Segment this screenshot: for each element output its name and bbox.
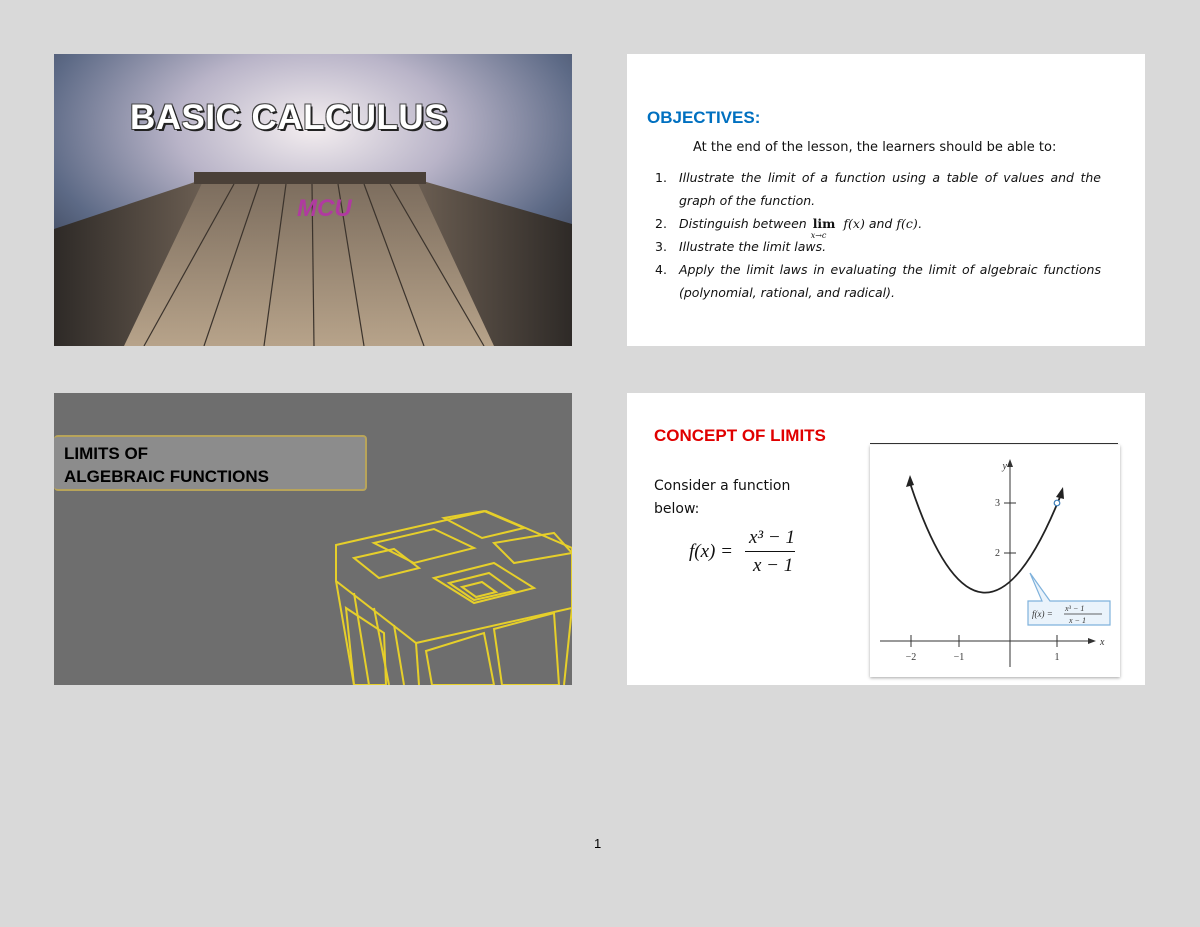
x-tick-label: −1 (953, 652, 965, 663)
svg-text:f(x) =: f(x) = (1032, 609, 1053, 619)
title-underline (870, 443, 1118, 444)
objectives-heading: OBJECTIVES: (647, 108, 761, 127)
slide-objectives (627, 54, 1145, 346)
function-curve (910, 483, 1060, 593)
objective-item: 2. Distinguish between lim x→c f(x) and f(c). (655, 212, 1101, 235)
hole-point (1054, 500, 1060, 506)
svg-text:x³ − 1: x³ − 1 (1065, 604, 1085, 613)
concept-text: Consider a function below: (654, 478, 791, 517)
page-number: 1 (594, 836, 602, 851)
x-tick-label: −2 (905, 652, 917, 663)
svg-text:x − 1: x − 1 (1069, 616, 1086, 625)
slide-limits-of-algebraic-functions (54, 393, 572, 685)
slide-title-line2: ALGEBRAIC FUNCTIONS (64, 467, 269, 486)
slide-concept-of-limits: CONCEPT OF LIMITS Consider a function below: f(x) = x³ − 1 x − 1 −2 −1 1 2 3 x y f(x) = x³ − 1 x − 1 (627, 393, 1145, 685)
objectives-list (655, 166, 1101, 304)
function-graph (870, 445, 1120, 677)
slide-title-line1: LIMITS OF (64, 444, 149, 463)
y-tick-label: 3 (995, 498, 1000, 509)
slide-basic-calculus (54, 54, 572, 346)
y-tick-label: 2 (995, 548, 1000, 559)
objectives-intro: At the end of the lesson, the learners should be able to: (693, 140, 1057, 155)
x-tick-label: 1 (1054, 652, 1060, 663)
slide-title: BASIC CALCULUS (129, 98, 449, 137)
x-axis-label: x (1100, 637, 1105, 648)
y-axis-label: y (1002, 461, 1007, 472)
objective-item: 1. Illustrate the limit of a function using a table of values and the graph of the function. (655, 170, 1101, 208)
mcu-logo: MCU (297, 195, 352, 222)
objective-item: 4. Apply the limit laws in evaluating the limit of algebraic functions (polynomial, rational, and radical). (655, 262, 1101, 300)
concept-title: CONCEPT OF LIMITS (654, 426, 826, 445)
objective-item: 3. Illustrate the limit laws. (655, 239, 827, 254)
limit-notation: lim x→c (810, 216, 836, 240)
